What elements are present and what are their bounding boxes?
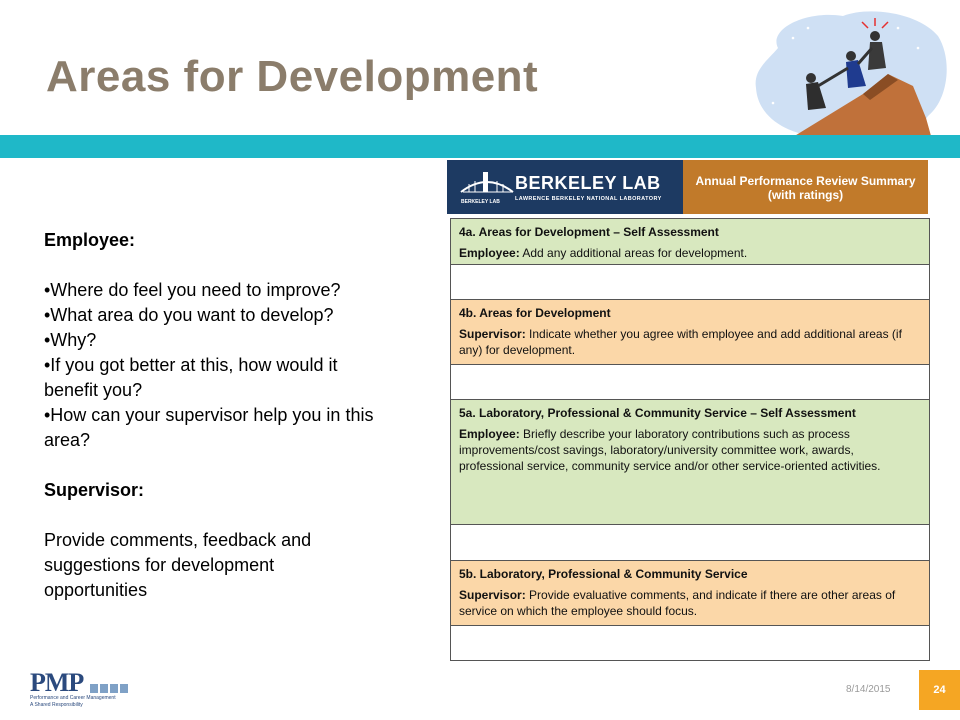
response-field-5a[interactable] xyxy=(450,525,930,561)
section-title: 4a. Areas for Development – Self Assessment xyxy=(459,225,719,239)
employee-bullet: •Where do feel you need to improve? xyxy=(44,280,341,300)
response-field-4b[interactable] xyxy=(450,365,930,400)
section-title: 4b. Areas for Development xyxy=(459,306,611,320)
pmp-tagline: Performance and Career Management xyxy=(30,695,116,701)
employee-bullet: •Why? xyxy=(44,330,97,350)
response-field-5b[interactable] xyxy=(450,626,930,661)
employee-bullet: •What area do you want to develop? xyxy=(44,305,334,325)
employee-bullet: •If you got better at this, how would it benefit you? xyxy=(44,355,338,400)
section-label: Employee: xyxy=(459,427,520,441)
review-form xyxy=(450,218,930,661)
section-title: 5a. Laboratory, Professional & Community Service – Self Assessment xyxy=(459,406,856,420)
section-instructions: Briefly describe your laboratory contributions such as process improvements/cost savings, laboratory/university committee work, awards, professional service, community service and/or other service-oriented activities. xyxy=(459,427,881,473)
review-summary-label xyxy=(683,160,928,214)
supervisor-header: Supervisor: xyxy=(44,480,145,500)
section-5a xyxy=(450,400,930,525)
page-number: 24 xyxy=(919,670,960,710)
section-4a xyxy=(450,218,930,265)
slide-title: Areas for Development xyxy=(46,52,539,101)
logo-title: BERKELEY LAB xyxy=(515,173,661,193)
section-label: Supervisor: xyxy=(459,588,526,602)
climbers-illustration xyxy=(748,8,948,148)
section-4b xyxy=(450,300,930,365)
section-label: Employee: xyxy=(459,246,520,260)
review-subtitle: (with ratings) xyxy=(767,188,844,202)
slide-date: 8/14/2015 xyxy=(846,684,891,695)
employee-bullet: •How can your supervisor help you in this area? xyxy=(44,405,374,450)
logo-small-text: BERKELEY LAB xyxy=(461,199,500,205)
section-instructions: Indicate whether you agree with employee and add additional areas (if any) for development. xyxy=(459,327,902,357)
logo-subtitle: LAWRENCE BERKELEY NATIONAL LABORATORY xyxy=(515,196,662,202)
review-title: Annual Performance Review Summary xyxy=(695,174,916,188)
section-label: Supervisor: xyxy=(459,327,526,341)
berkeley-lab-logo xyxy=(447,160,683,214)
campanile-icon xyxy=(457,166,517,200)
section-5b xyxy=(450,561,930,626)
section-instructions: Provide evaluative comments, and indicate if there are other areas of service on which the employee should focus. xyxy=(459,588,896,618)
pmp-subtagline: A Shared Responsibility xyxy=(30,702,83,708)
employee-header: Employee: xyxy=(44,230,136,250)
section-instructions: Add any additional areas for development. xyxy=(519,246,748,260)
response-field-4a[interactable] xyxy=(450,265,930,300)
pmp-logo xyxy=(30,668,130,712)
supervisor-guidance: Provide comments, feedback and suggestions for development opportunities xyxy=(44,530,312,600)
header-band xyxy=(0,135,960,158)
pmp-letters: PMP xyxy=(30,668,84,697)
guidance-panel xyxy=(44,228,374,603)
form-banner xyxy=(447,160,928,214)
section-title: 5b. Laboratory, Professional & Community Service xyxy=(459,567,748,581)
